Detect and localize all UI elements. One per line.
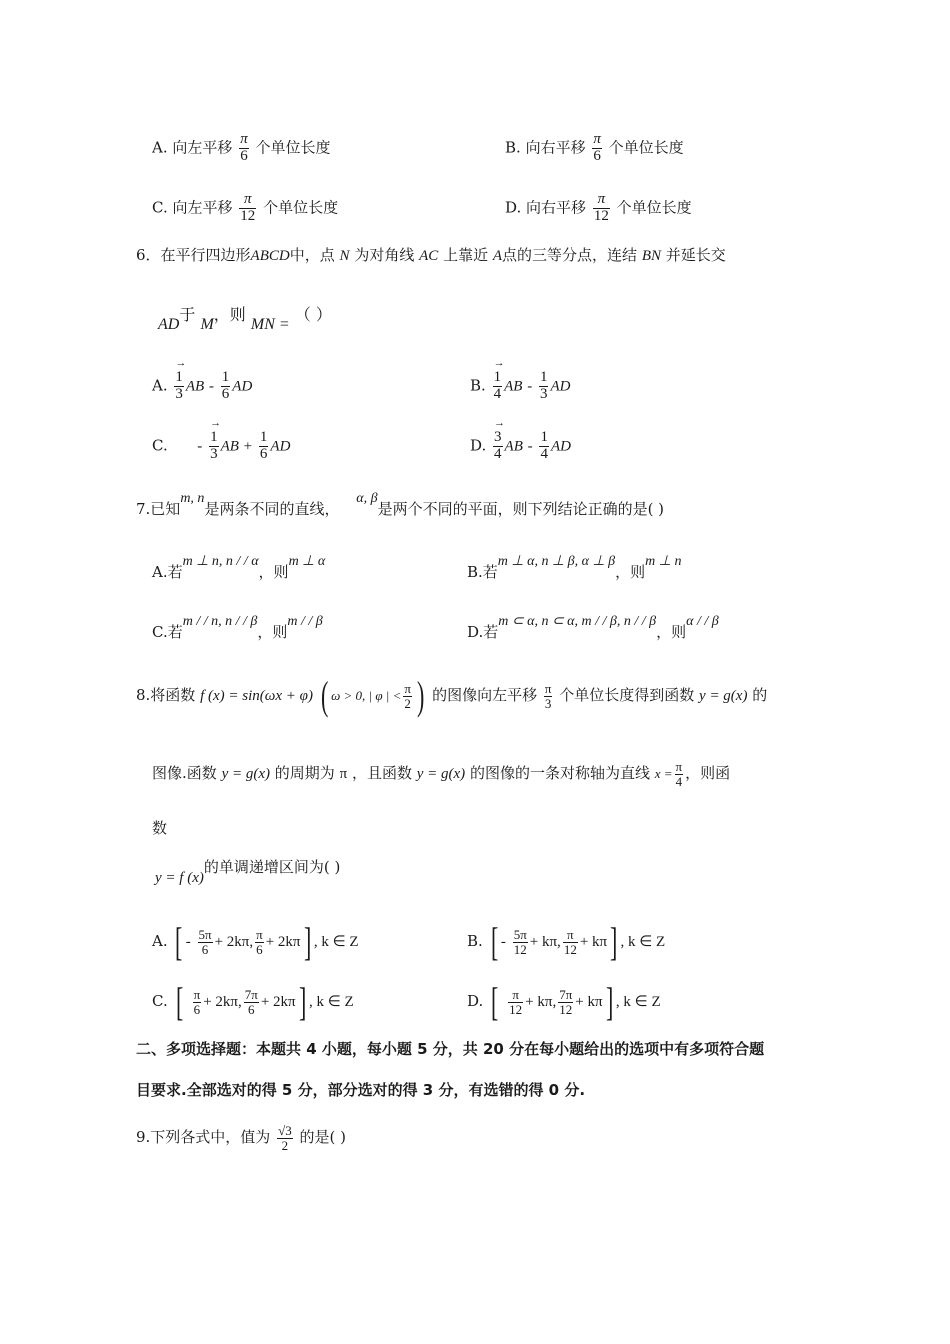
math-var: AD: [550, 438, 571, 455]
fraction: [198, 928, 213, 956]
denominator: 3: [210, 445, 218, 462]
stem-text: 的图像的一条对称轴为直线: [469, 764, 650, 783]
fraction: [592, 132, 602, 165]
left-paren: (: [320, 673, 329, 718]
numerator: √3: [278, 1123, 292, 1138]
option-text: 向左平移: [172, 138, 233, 157]
option-text: 向左平移: [172, 198, 233, 217]
stem-text: 中，点: [289, 246, 335, 264]
numerator: π: [597, 191, 606, 207]
math-op: -: [500, 934, 506, 950]
q6-stem-2: [158, 305, 332, 333]
math-var: AD: [270, 438, 291, 455]
math-expr: x =: [654, 766, 673, 782]
stem-text: ，则函: [685, 764, 731, 783]
denominator: 3: [175, 385, 183, 402]
math-expr: + kπ: [575, 994, 603, 1010]
math-expr: , k ∈ Z: [308, 994, 354, 1010]
numerator: 7π: [244, 986, 258, 1002]
denominator: 6: [244, 1002, 259, 1017]
math-expr: m ⊥ α, n ⊥ β, α ⊥ β: [497, 554, 616, 569]
right-bracket: ]: [303, 919, 311, 964]
fraction: [239, 132, 249, 165]
math-op: +: [243, 438, 253, 455]
denominator: 6: [198, 942, 213, 957]
numerator: π: [512, 986, 519, 1002]
q8-stem-3: [152, 821, 167, 836]
fraction: [193, 988, 202, 1016]
math-expr: + 2kπ,: [203, 994, 242, 1010]
denominator: 6: [193, 1001, 201, 1017]
math-op: -: [209, 378, 214, 395]
q5-option-c: [152, 192, 338, 225]
q5-option-d: [505, 192, 692, 225]
q7-option-d: [467, 614, 719, 641]
math-var: AB: [185, 378, 205, 395]
stem-text: 并延长交: [665, 246, 726, 264]
option-label: A.若: [152, 563, 183, 581]
stem-text: 数: [152, 819, 168, 837]
numerator: π: [593, 131, 601, 147]
denominator: 4: [540, 445, 548, 462]
fraction: [593, 192, 610, 225]
numerator: 5π: [513, 926, 527, 942]
denominator: 4: [493, 385, 502, 402]
math-var: AB: [504, 438, 523, 455]
option-label: A.: [152, 932, 168, 950]
numerator: π: [244, 191, 252, 207]
option-label: C.: [152, 436, 168, 455]
q8-option-a: [152, 919, 359, 964]
denominator: 12: [559, 1001, 573, 1017]
left-bracket: [: [175, 979, 183, 1024]
option-label: D.: [467, 992, 484, 1010]
math-expr: + kπ: [579, 934, 608, 950]
fraction: [277, 1124, 293, 1152]
math-expr: y = g(x): [221, 766, 270, 783]
math-expr: + 2kπ,: [214, 934, 254, 950]
denominator: 2: [277, 1138, 293, 1153]
fraction: [563, 928, 578, 956]
stem-text: 为对角线: [354, 246, 415, 264]
stem-text: 的单调递增区间为( ): [203, 858, 341, 876]
q5-option-b: [505, 132, 684, 165]
math-expr: m ⊥ n: [645, 554, 682, 569]
stem-text: 的图像向左平移: [432, 686, 538, 704]
math-expr: m ⊥ α: [288, 554, 326, 569]
math-expr: m ⊥ n, n / / α: [182, 554, 259, 569]
math-op: -: [197, 438, 203, 455]
numerator: π: [240, 131, 248, 147]
denominator: 3: [539, 385, 548, 402]
math-expr: m ⊂ α, n ⊂ α, m / / β, n / / β: [498, 614, 657, 629]
math-expr: ω > 0, | φ | <: [331, 688, 402, 703]
section-heading: 二、多项选择题：本题共 4 小题，每小题 5 分，共 20 分在每小题给出的选项中有多项符合题: [136, 1040, 765, 1058]
denominator: 12: [593, 207, 609, 224]
numerator: 1: [221, 369, 230, 385]
stem-text: 上靠近: [443, 246, 489, 264]
math-expr: m, n: [180, 491, 205, 506]
right-bracket: ]: [605, 979, 613, 1024]
denominator: 6: [221, 385, 230, 402]
option-text: ，则: [257, 623, 288, 641]
fraction: [513, 928, 528, 956]
denominator: 6: [256, 941, 263, 957]
numerator: π: [567, 926, 574, 942]
stem-text: 于: [179, 305, 196, 324]
denominator: 2: [404, 695, 411, 711]
math-expr: π: [339, 766, 348, 783]
denominator: 12: [509, 1001, 523, 1017]
fraction: [255, 928, 264, 956]
q8-stem: [136, 673, 768, 718]
math-var: AD: [158, 316, 180, 333]
stem-text: 是两条不同的直线，: [204, 500, 340, 518]
math-expr: MN =: [250, 316, 290, 333]
q6-stem: [136, 248, 726, 264]
option-text: 个单位长度: [255, 138, 331, 157]
fraction: [539, 430, 549, 463]
option-label: D.: [505, 198, 522, 217]
numerator: 1: [259, 429, 268, 445]
option-text: ，则: [258, 563, 289, 581]
math-expr: , k ∈ Z: [620, 934, 666, 950]
stem-text: 9.下列各式中，值为: [136, 1128, 271, 1147]
right-paren: ): [416, 673, 425, 718]
denominator: 12: [513, 941, 527, 957]
math-var: AC: [419, 248, 439, 264]
math-expr: y = f (x): [155, 870, 204, 886]
fraction: [558, 988, 573, 1016]
math-op: -: [185, 934, 191, 950]
stem-text: 是两个不同的平面，则下列结论正确的是( ): [377, 500, 665, 518]
q6-option-d: [470, 430, 571, 463]
math-var: N: [339, 248, 350, 264]
option-label: B.: [467, 932, 483, 950]
math-expr: f (x) = sin(ωx + φ): [200, 688, 313, 704]
numerator: 1: [539, 369, 548, 385]
math-op: -: [527, 438, 533, 455]
q6-option-a: [152, 370, 252, 403]
option-label: C.若: [152, 623, 183, 641]
q8-stem-4: [155, 858, 341, 886]
fraction: [209, 430, 219, 463]
fraction: [544, 682, 553, 710]
math-expr: + 2kπ: [260, 994, 296, 1010]
q5-option-a: [152, 132, 331, 165]
stem-text: ，且函数: [351, 764, 412, 783]
q7-option-c: [152, 614, 323, 641]
option-label: D.若: [467, 623, 499, 641]
stem-text: ，则: [213, 305, 246, 324]
math-expr: + kπ,: [525, 994, 557, 1010]
q8-option-d: [467, 979, 661, 1024]
denominator: 6: [593, 147, 601, 164]
stem-text: 6．在平行四边形: [136, 246, 251, 264]
option-text: ，则: [615, 563, 646, 581]
right-bracket: ]: [610, 919, 618, 964]
option-text: 向右平移: [525, 138, 586, 157]
denominator: 3: [544, 695, 552, 711]
stem-text: 图像.函数: [152, 764, 217, 783]
fraction: [403, 682, 412, 710]
stem-text: 的周期为: [274, 764, 335, 783]
math-op: -: [527, 378, 533, 395]
numerator: π: [404, 680, 411, 696]
denominator: 6: [259, 445, 268, 462]
answer-blank: （ ）: [294, 305, 332, 324]
math-expr: α, β: [356, 491, 378, 506]
option-text: 个单位长度: [263, 198, 339, 217]
option-label: A.: [152, 138, 168, 157]
math-expr: y = g(x): [416, 766, 466, 783]
fraction: [239, 192, 256, 225]
q7-stem: [136, 491, 665, 518]
left-bracket: [: [491, 979, 499, 1024]
math-expr: m / / β: [287, 614, 323, 629]
stem-text: 点的三等分点，连结: [502, 246, 638, 264]
q7-option-b: [467, 554, 682, 581]
math-expr: , k ∈ Z: [615, 994, 661, 1010]
math-var: AD: [232, 378, 253, 395]
fraction: [493, 430, 503, 463]
numerator: → 1: [174, 370, 184, 386]
stem-text: 的: [752, 686, 768, 704]
option-label: C.: [152, 992, 168, 1010]
fraction: [675, 760, 684, 788]
option-label: B.: [505, 138, 521, 157]
denominator: 4: [494, 445, 502, 462]
q6-option-b: [470, 370, 570, 403]
stem-text: 8.将函数: [136, 686, 196, 704]
math-expr: + 2kπ: [265, 934, 301, 950]
denominator: 12: [563, 941, 577, 957]
math-expr: + kπ,: [529, 934, 561, 950]
math-var: AB: [220, 438, 239, 455]
option-label: B.: [470, 376, 486, 395]
fraction: [508, 988, 523, 1016]
numerator: π: [544, 680, 552, 696]
fraction: [174, 370, 184, 403]
numerator: → 1: [493, 370, 503, 386]
numerator: 5π: [198, 926, 212, 942]
numerator: π: [256, 926, 263, 942]
q7-option-a: [152, 554, 326, 581]
math-var: AB: [504, 378, 523, 395]
math-var: A: [492, 248, 503, 264]
option-label: B.若: [467, 563, 498, 581]
q6-option-c: [152, 430, 290, 463]
math-expr: y = g(x): [699, 688, 748, 704]
numerator: 7π: [559, 986, 573, 1002]
numerator: π: [193, 986, 201, 1002]
fraction: [244, 988, 259, 1016]
section-heading-2: 目要求.全部选对的得 5 分，部分选对的得 3 分，有选错的得 0 分.: [136, 1081, 586, 1099]
q8-option-b: [467, 919, 666, 964]
stem-text: 7.已知: [136, 500, 181, 518]
math-expr: , k ∈ Z: [313, 934, 359, 950]
math-var: ABCD: [250, 248, 290, 264]
q8-option-c: [152, 979, 354, 1024]
q8-stem-2: [152, 760, 730, 788]
option-label: A.: [152, 376, 168, 395]
fraction: [539, 370, 549, 403]
numerator: π: [675, 759, 683, 774]
option-label: D.: [470, 436, 487, 455]
numerator: 1: [540, 429, 548, 445]
math-var: BN: [641, 248, 661, 264]
fraction: [221, 370, 231, 403]
denominator: 6: [240, 147, 248, 164]
left-bracket: [: [175, 919, 183, 964]
option-text: 个单位长度: [616, 198, 692, 217]
numerator: → 3: [493, 430, 503, 446]
option-label: C.: [152, 198, 168, 217]
stem-text: 的是( ): [299, 1128, 346, 1147]
math-expr: m / / n, n / / β: [182, 614, 258, 629]
fraction: [493, 370, 503, 403]
left-bracket: [: [490, 919, 498, 964]
math-var: AD: [550, 378, 571, 395]
option-text: 个单位长度: [608, 138, 684, 157]
numerator: → 1: [209, 430, 219, 446]
denominator: 4: [675, 773, 683, 789]
option-text: ，则: [656, 623, 687, 641]
math-expr: α / / β: [686, 614, 719, 629]
fraction: [259, 430, 269, 463]
math-var: M: [200, 316, 214, 333]
right-bracket: ]: [298, 979, 306, 1024]
q9-stem: [136, 1124, 346, 1152]
stem-text: 个单位长度得到函数: [559, 686, 695, 704]
denominator: 12: [240, 207, 256, 224]
option-text: 向右平移: [526, 198, 587, 217]
